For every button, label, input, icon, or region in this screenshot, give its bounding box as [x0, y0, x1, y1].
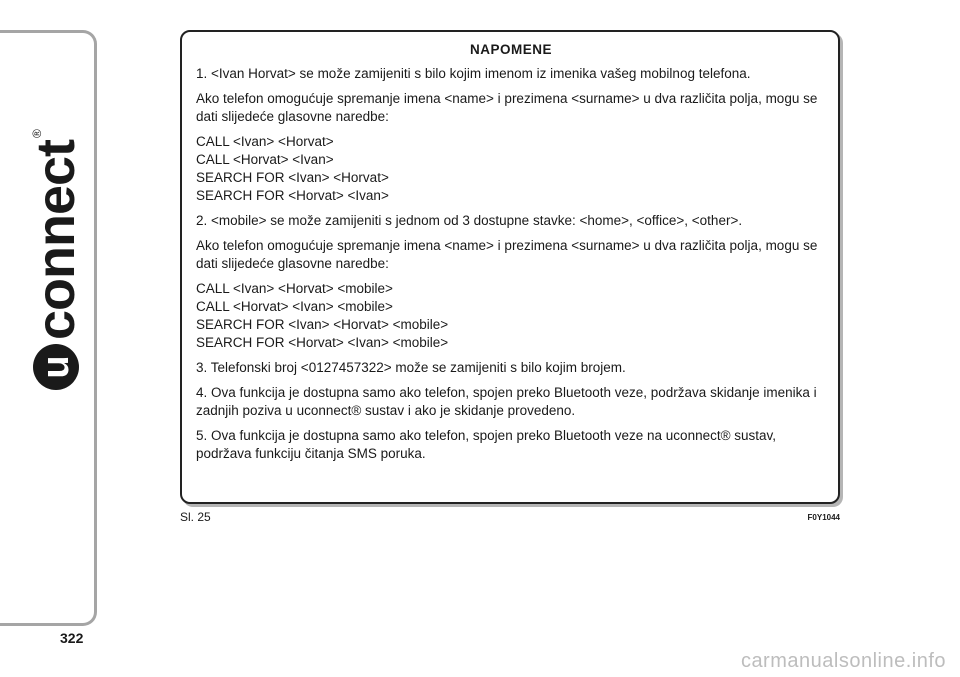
note-paragraph-5: 3. Telefonski broj <0127457322> može se zamijeniti s bilo kojim brojem. [196, 360, 626, 375]
note-box [180, 30, 840, 504]
command-line: SEARCH FOR <Ivan> <Horvat> <mobile> [196, 317, 449, 332]
brand-registered-mark: ® [30, 129, 44, 138]
figure-caption [180, 510, 840, 524]
uconnect-logo [26, 30, 86, 390]
note-paragraph-1: 1. <Ivan Horvat> se može zamijeniti s bilo kojim imenom iz imenika vašeg mobilnog telefona. [196, 66, 751, 81]
note-paragraph-4: Ako telefon omogućuje spremanje imena <name> i prezimena <surname> u dva različita polja, mogu se dati slijedeće glasovne naredbe: [196, 238, 818, 271]
command-line: CALL <Horvat> <Ivan> [196, 152, 334, 167]
command-list-2 [196, 280, 826, 352]
note-paragraph-7: 5. Ova funkcija je dostupna samo ako telefon, spojen preko Bluetooth veze na uconnect® sustav, podržava funkciju čitanja SMS poruka. [196, 428, 777, 461]
brand-text: connect [26, 139, 86, 340]
command-line: SEARCH FOR <Horvat> <Ivan> [196, 188, 389, 203]
watermark[interactable]: carmanualsonline.info [740, 650, 946, 672]
figure-code: F0Y1044 [807, 513, 840, 522]
note-title: NAPOMENE [469, 42, 552, 57]
note-paragraph-2: Ako telefon omogućuje spremanje imena <name> i prezimena <surname> u dva različita polja, mogu se dati slijedeće glasovne naredbe: [196, 91, 818, 124]
command-line: SEARCH FOR <Horvat> <Ivan> <mobile> [196, 335, 449, 350]
command-line: SEARCH FOR <Ivan> <Horvat> [196, 170, 389, 185]
page-number: 322 [60, 630, 84, 646]
command-list-1 [196, 133, 826, 205]
note-paragraph-6: 4. Ova funkcija je dostupna samo ako telefon, spojen preko Bluetooth veze, podržava skidanje imenika i zadnjih poziva u uconnect® sustav i ako je skidanje provedeno. [196, 385, 817, 418]
command-line: CALL <Ivan> <Horvat> [196, 134, 334, 149]
figure-label: Sl. 25 [180, 510, 211, 524]
brand-u-badge: u [33, 344, 79, 390]
command-line: CALL <Horvat> <Ivan> <mobile> [196, 299, 393, 314]
command-line: CALL <Ivan> <Horvat> <mobile> [196, 281, 393, 296]
note-paragraph-3: 2. <mobile> se može zamijeniti s jednom od 3 dostupne stavke: <home>, <office>, <other>. [196, 213, 743, 228]
